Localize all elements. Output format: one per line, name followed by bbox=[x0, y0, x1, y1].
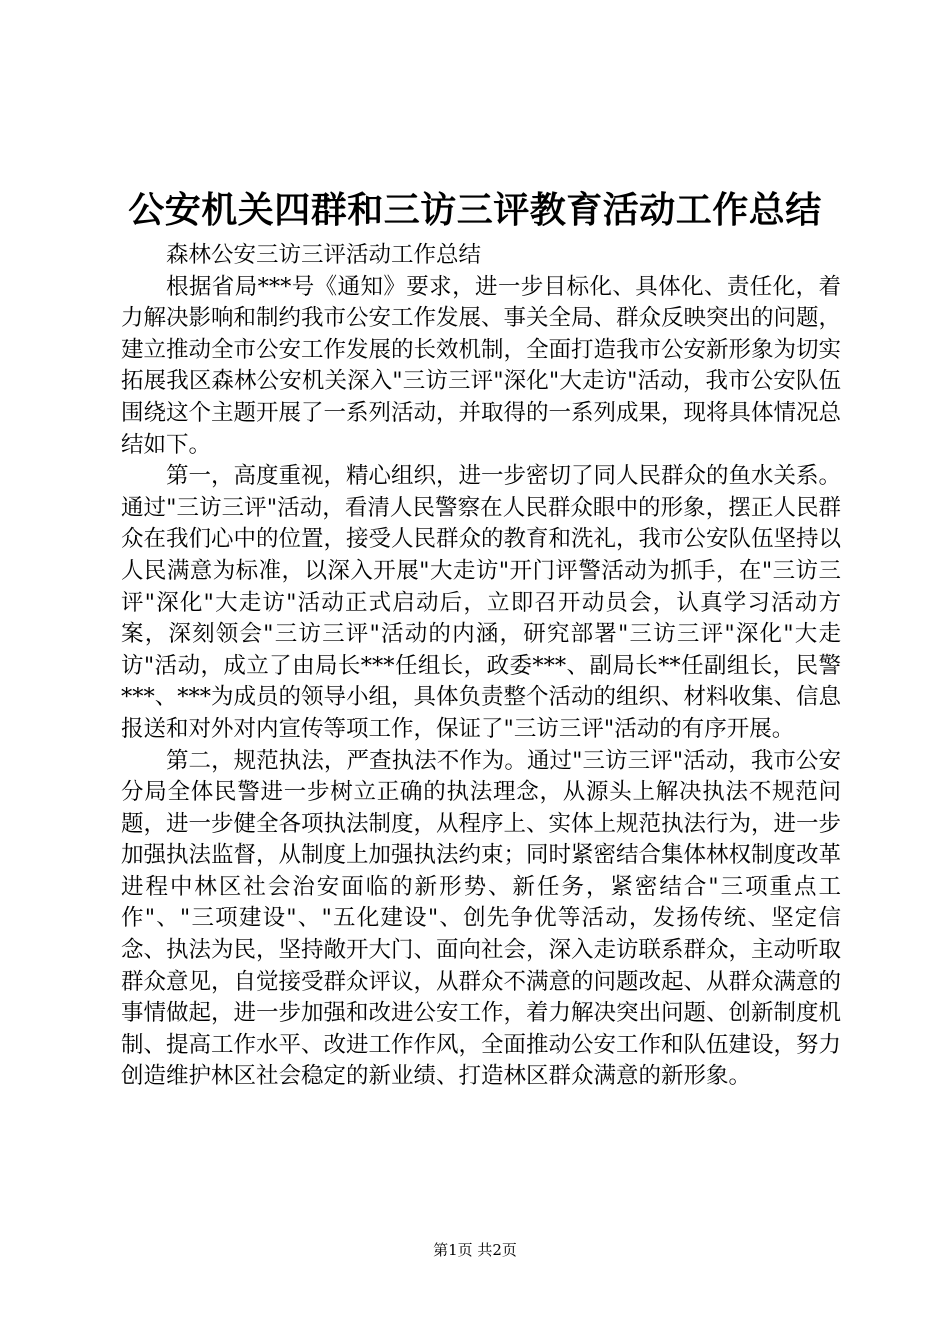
page-footer: 第1页 共2页 bbox=[433, 1241, 517, 1259]
paragraph-second: 第二，规范执法，严查执法不作为。通过"三访三评"活动，我市公安分局全体民警进一步树立正确的执法理念，从源头上解决执法不规范问题，进一步健全各项执法制度，从程序上、实体上规范执法行为，进一步加强执法监督，从制度上加强执法约束；同时紧密结合集体林权制度改革进程中林区社会治安面临的新形势、新任务，紧密结合"三项重点工作"、"三项建设"、"五化建设"、创先争优等活动，发扬传统、坚定信念、执法为民，坚持敞开大门、面向社会，深入走访联系群众，主动听取群众意见，自觉接受群众评议，从群众不满意的问题改起、从群众满意的事情做起，进一步加强和改进公安工作，着力解决突出问题、创新制度机制、提高工作水平、改进工作作风，全面推动公安工作和队伍建设，努力创造维护林区社会稳定的新业绩、打造林区群众满意的新形象。 bbox=[121, 747, 842, 1090]
paragraph-intro: 根据省局***号《通知》要求，进一步目标化、具体化、责任化，着力解决影响和制约我市公安工作发展、事关全局、群众反映突出的问题，建立推动全市公安工作发展的长效机制，全面打造我市公安新形象为切实拓展我区森林公安机关深入"三访三评"深化"大走访"活动，我市公安队伍围绕这个主题开展了一系列活动，并取得的一系列成果，现将具体情况总结如下。 bbox=[121, 273, 842, 458]
document-title: 公安机关四群和三访三评教育活动工作总结 bbox=[128, 189, 822, 231]
paragraph-first: 第一，高度重视，精心组织，进一步密切了同人民群众的鱼水关系。通过"三访三评"活动，看清人民警察在人民群众眼中的形象，摆正人民群众在我们心中的位置，接受人民群众的教育和洗礼，我市公安队伍坚持以人民满意为标准，以深入开展"大走访"开门评警活动为抓手，在"三访三评"深化"大走访"活动正式启动后，立即召开动员会，认真学习活动方案，深刻领会"三访三评"活动的内涵，研究部署"三访三评"深化"大走访"活动，成立了由局长***任组长，政委***、副局长**任副组长，民警***、***为成员的领导小组，具体负责整个活动的组织、材料收集、信息报送和对外对内宣传等项工作，保证了"三访三评"活动的有序开展。 bbox=[121, 463, 842, 742]
document-body bbox=[121, 240, 841, 1093]
document-subtitle: 森林公安三访三评活动工作总结 bbox=[166, 242, 482, 268]
